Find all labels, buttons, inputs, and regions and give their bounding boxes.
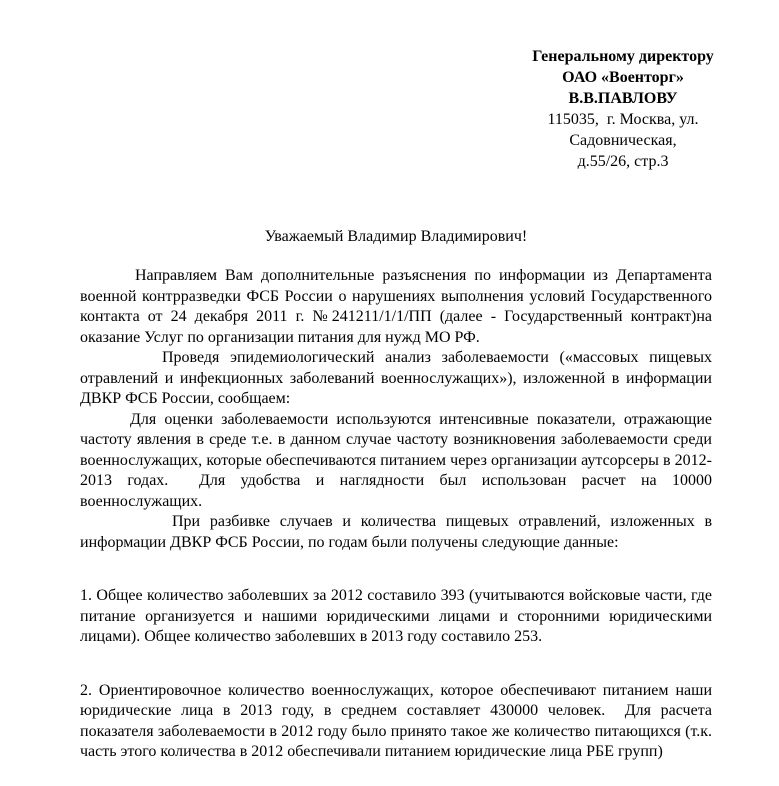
recipient-title-line: Генеральному директору bbox=[532, 48, 714, 65]
paragraph-item-2: 2. Ориентировочное количество военнослужащих, которое обеспечивают питанием наши юридические лица в 2013 году, в среднем составляет 430000 человек. Для расчета показателя заболеваемости в 2012 году было принято такое же количество питающихся (т.к. часть этого количества в 2012 обеспечивали питанием юридические лица РБЕ групп) bbox=[80, 681, 712, 760]
letter-body bbox=[80, 266, 712, 763]
recipient-address-line: д.55/26, стр.3 bbox=[577, 153, 669, 170]
recipient-name-line: В.В.ПАВЛОВУ bbox=[568, 90, 678, 107]
paragraph-intro: Направляем Вам дополнительные разъяснения по информации из Департамента военной контрразведки ФСБ России о нарушениях выполнения условий Государственного контакта от 24 декабря 2011 г. №241211/1/1/ПП (далее - Государственный контракт)на оказание Услуг по организации питания для нужд МО РФ. bbox=[80, 267, 712, 346]
recipient-address-line: 115035, г. Москва, ул. bbox=[547, 111, 699, 128]
paragraph-item-1: 1. Общее количество заболевших за 2012 составило 393 (учитываются войсковые части, где питание организуется и нашими юридическими лицами и сторонними юридическими лицами). Общее количество заболевших в 2013 году составило 253. bbox=[80, 587, 712, 645]
recipient-company-line: ОАО «Военторг» bbox=[562, 69, 684, 86]
salutation: Уважаемый Владимир Владимирович! bbox=[264, 228, 528, 245]
recipient-address-line: Садовническая, bbox=[569, 132, 677, 149]
recipient-block bbox=[468, 46, 778, 172]
paragraph-analysis: Проведя эпидемиологический анализ заболеваемости («массовых пищевых отравлений и инфекционных заболеваний военнослужащих»), изложенной в информации ДВКР ФСБ России, сообщаем: bbox=[80, 349, 712, 407]
paragraph-breakdown: При разбивке случаев и количества пищевых отравлений, изложенных в информации ДВКР ФСБ России, по годам были получены следующие данные: bbox=[80, 513, 712, 551]
paragraph-indicators: Для оценки заболеваемости используются интенсивные показатели, отражающие частоту явления в среде т.е. в данном случае частоту возникновения заболеваемости среди военнослужащих, которые обеспечиваются питанием через организации аутсорсеры в 2012-2013 годах. Для удобства и наглядности был использован расчет на 10000 военнослужащих. bbox=[80, 410, 712, 510]
